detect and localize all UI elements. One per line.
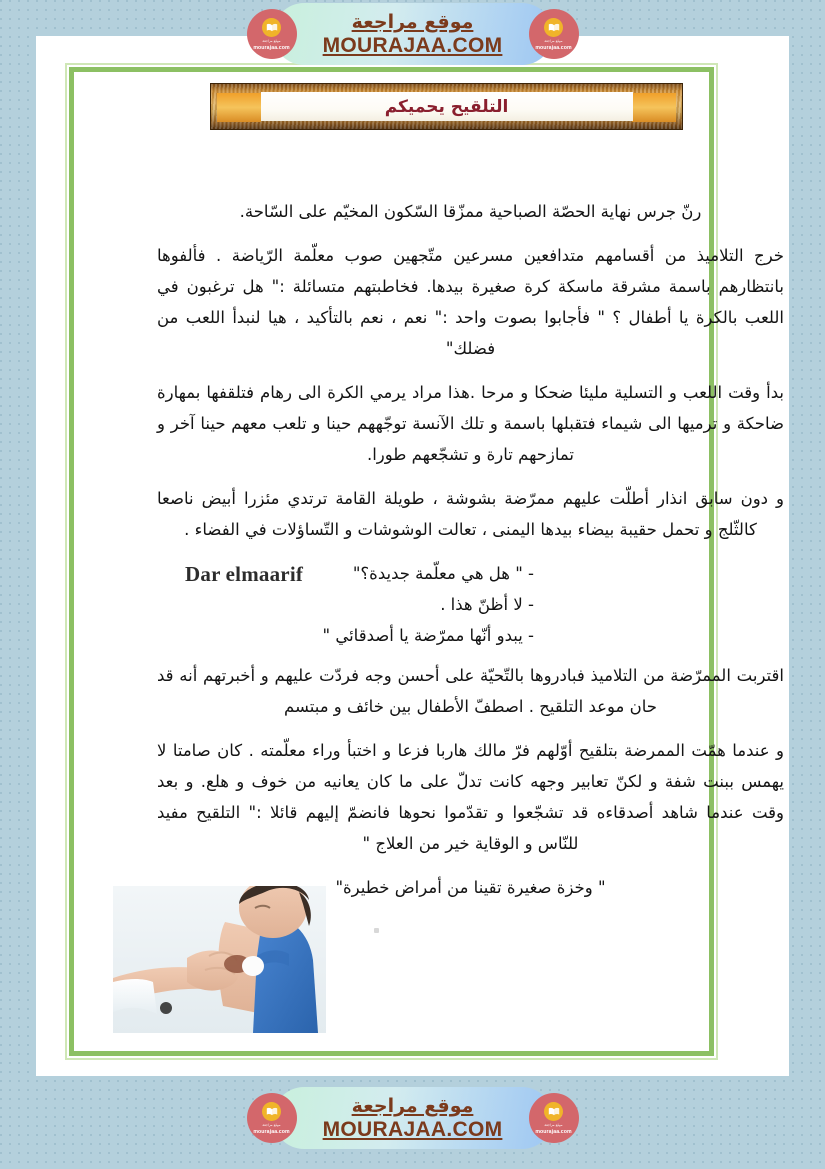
logo-arabic-caption: موقع مراجعة — [544, 38, 563, 43]
page-artifact-speck — [374, 928, 379, 933]
child-vaccination-photo — [113, 886, 326, 1033]
brand-arabic-label: موقع مراجعة — [351, 1094, 474, 1117]
publisher-watermark: Dar elmaarif — [185, 562, 304, 586]
dialogue-line: - لا أظنّ هذا . — [440, 595, 534, 614]
brand-logo-right — [529, 9, 579, 59]
paragraph: بدأ وقت اللعب و التسلية مليئا ضحكا و مرحا .هذا مراد يرمي الكرة الى رهام فتلقفها بمهارة ضاحكة و ترميها الى شيماء فتقبلها باسمة و تلك الآنسة توجّههم حينا و تلعب معهم حينا آخر و تمازحهم تارة و تشجّعهم طورا. — [157, 383, 784, 464]
brand-logo-left — [247, 1093, 297, 1143]
closing-quote: " وخزة صغيرة تقينا من أمراض خطيرة" — [335, 878, 606, 897]
paragraph: و عندما همّت الممرضة بتلقيح أوّلهم فرّ مالك هاربا فزعا و اختبأ وراء معلّمته . كان صامتا لا يهمس ببنت شفة و لكنّ تعابير وجهه كانت تدلّ على ما كان يعانيه من خوف و هلع. و بعد وقت عندما شاهد أصدقاءه قد تشجّعوا و تقدّموا نحوها فانضمّ إليهم قائلا :" التلقيح مفيد للنّاس و الوقاية خير من العلاج " — [157, 741, 784, 853]
open-book-icon — [262, 18, 281, 37]
document-title-plaque — [210, 83, 683, 130]
dialogue-line: - يبدو أنّها ممرّضة يا أصدقائي " — [322, 626, 534, 645]
open-book-icon — [544, 18, 563, 37]
paragraph: خرج التلاميذ من أقسامهم متدافعين مسرعين متّجهين صوب معلّمة الرّياضة . فألفوها بانتظارهم باسمة مشرقة ماسكة كرة صغيرة بيدها. فخاطبتهم متسائلة :" هل ترغبون في اللعب بالكرة يا أطفال ؟ " فأجابوا بصوت واحد :" نعم ، نعم بالتأكيد ، هيا لنبدأ اللعب من فضلك" — [157, 246, 784, 358]
photo-illustration — [113, 886, 326, 1033]
paragraph: اقتربت الممرّضة من التلاميذ فبادروها بالتّحيّة على أحسن وجه فردّت عليهم و أخبرتهم أنه قد حان موعد التلقيح . اصطفّ الأطفال بين خائف و مبتسم — [157, 666, 784, 716]
brand-url-label[interactable]: MOURAJAA.COM — [322, 33, 503, 57]
logo-url-caption: mourajaa.com — [535, 1128, 572, 1135]
page-title: التلقيح يحميكم — [261, 92, 633, 121]
brand-pill[interactable] — [253, 3, 572, 65]
brand-logo-right — [529, 1093, 579, 1143]
paragraph: و دون سابق انذار أطلّت عليهم ممرّضة بشوشة ، طويلة القامة ترتدي مئزرا أبيض ناصعا كالثّلج و تحمل حقيبة بيضاء بيدها اليمنى ، تعالت الوشوشات و التّساؤلات في الفضاء . — [157, 489, 784, 539]
brand-pill[interactable] — [253, 1087, 572, 1149]
open-book-icon — [262, 1102, 281, 1121]
brand-arabic-label: موقع مراجعة — [351, 10, 474, 33]
logo-url-caption: mourajaa.com — [253, 1128, 290, 1135]
logo-url-caption: mourajaa.com — [535, 44, 572, 51]
logo-arabic-caption: موقع مراجعة — [262, 38, 281, 43]
document-body — [157, 196, 784, 911]
open-book-icon — [544, 1102, 563, 1121]
dialogue-block — [157, 558, 784, 654]
paragraph: رنّ جرس نهاية الحصّة الصباحية ممزّقا السّكون المخيّم على السّاحة. — [239, 202, 702, 221]
bottom-branding-banner — [0, 1084, 825, 1152]
brand-logo-left — [247, 9, 297, 59]
top-branding-banner — [0, 0, 825, 68]
logo-arabic-caption: موقع مراجعة — [544, 1122, 563, 1127]
logo-url-caption: mourajaa.com — [253, 44, 290, 51]
brand-url-label[interactable]: MOURAJAA.COM — [322, 1117, 503, 1141]
dialogue-line: - " هل هي معلّمة جديدة؟" — [352, 564, 534, 583]
logo-arabic-caption: موقع مراجعة — [262, 1122, 281, 1127]
